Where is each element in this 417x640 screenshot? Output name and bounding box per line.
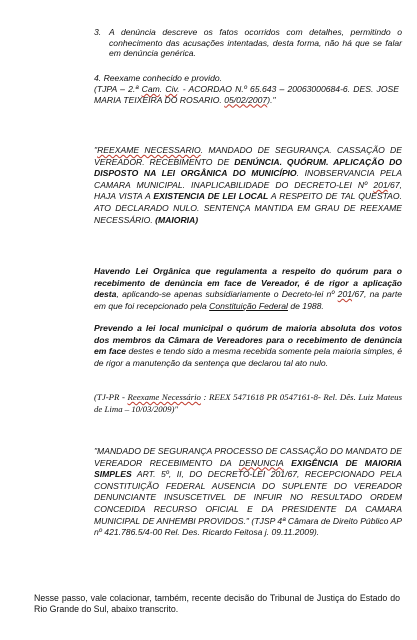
list-number: 4. [94,73,102,83]
spell-flag: 201 [373,179,388,190]
citation-tjpa: (TJPA – 2.ª Cam. Civ. - ACORDAO N.º 65.643 – 20063000684-6. DES. JOSE MARIA TEIXEIRA DO ROSARIO. 05/02/2007)." [94,84,399,105]
list-item-3 [94,27,402,59]
list-item-text: A denúncia descreve os fatos ocorridos com detalhes, permitindo o conhecimento das acusações intentadas, desta forma, não há que se falar em denúncia genérica. [109,27,402,59]
spell-flag: 201 [337,289,353,300]
quote-mandado-seguranca: "MANDADO DE SEGURANÇA PROCESSO DE CASSAÇÃO DO MANDATO DE VEREADOR RECEBIMENTO DA DENUNCIA EXIGÊNCIA DE MAIORIA SIMPLES ART. 5º, II, DO DECRETO-LEI 201/67, RECEPCIONADO PELA CONSTITUIÇÃO FEDERAL AUSENCIA DO SUPLENTE DO VEREADOR DENUNCIANTE INSUSCETIVEL DE INFUIR NO RESULTADO ORDEM CONCEDIDA RECURSO OFICIAL E DA PRESIDENTE DA CAMARA MUNICIPAL DE ANHEMBI PROVIDOS." (TJSP 4ª Câmara de Direito Público AP nº 421.786.5/4-00 Rel. Des. Ricardo Feitosa j. 09.11.2009). [94,446,403,538]
quote-lei-local: Prevendo a lei local municipal o quórum de maioria absoluta dos votos dos membros da Câmara de Vereadores para o recebimento de denúncia em face destes e tendo sido a mesma recebida somente pela maioria simples, é de rigor a manutenção da sentença que declarou tal ato nulo. [94,323,402,368]
spell-flag: Cam [141,84,160,94]
quote-reexame: "REEXAME NECESSARIO. MANDADO DE SEGURANÇA. CASSAÇÃO DE VEREADOR. RECEBIMENTO DE DENÚNCIA. QUÓRUM. APLICAÇÃO DO DISPOSTO NA LEI ORGÂNICA DO MUNICÍPIO. INOBSERVANCIA PELA CAMARA MUNICIPAL. INAPLICABILIDADE DO DECRETO-LEI Nº 201/67, HAJA VISTA A EXISTENCIA DE LEI LOCAL A RESPEITO DE TAL QUESTAO. ATO DECLARADO NULO. SENTENÇA MANTIDA EM GRAU DE REEXAME NECESSÁRIO. (MAIORIA) [94,145,402,225]
list-item-text: Reexame conhecido e provido. [103,73,223,83]
list-number: 3. [94,27,102,37]
list-item-4 [94,73,402,84]
spell-flag: Civ [165,84,178,94]
spell-flag: REEXAME NECESSARIO [97,145,201,155]
quote-lei-organica: Havendo Lei Orgânica que regulamenta a respeito do quórum para o recebimento de denúncia em face de Vereador, é de rigor a aplicação desta, aplicando-se apenas subsidiariamente o Decreto-lei nº 201/67, na parte em que foi recepcionado pela Constituição Federal de 1988. [94,266,402,311]
closing-paragraph: Nesse passo, vale colacionar, também, recente decisão do Tribunal de Justiça do Estado do Rio Grande do Sul, abaixo transcrito. [34,593,400,614]
citation-tjpr: (TJ-PR - Reexame Necessário : REEX 5471618 PR 0547161-8- Rel. Dês. Luiz Mateus de Lima – 10/03/2009)" [94,392,402,414]
spell-flag: DENUNCIA [238,457,284,468]
spell-flag: Reexame Necessário [127,392,201,402]
spell-flag: 05/02/2007 [224,94,268,105]
